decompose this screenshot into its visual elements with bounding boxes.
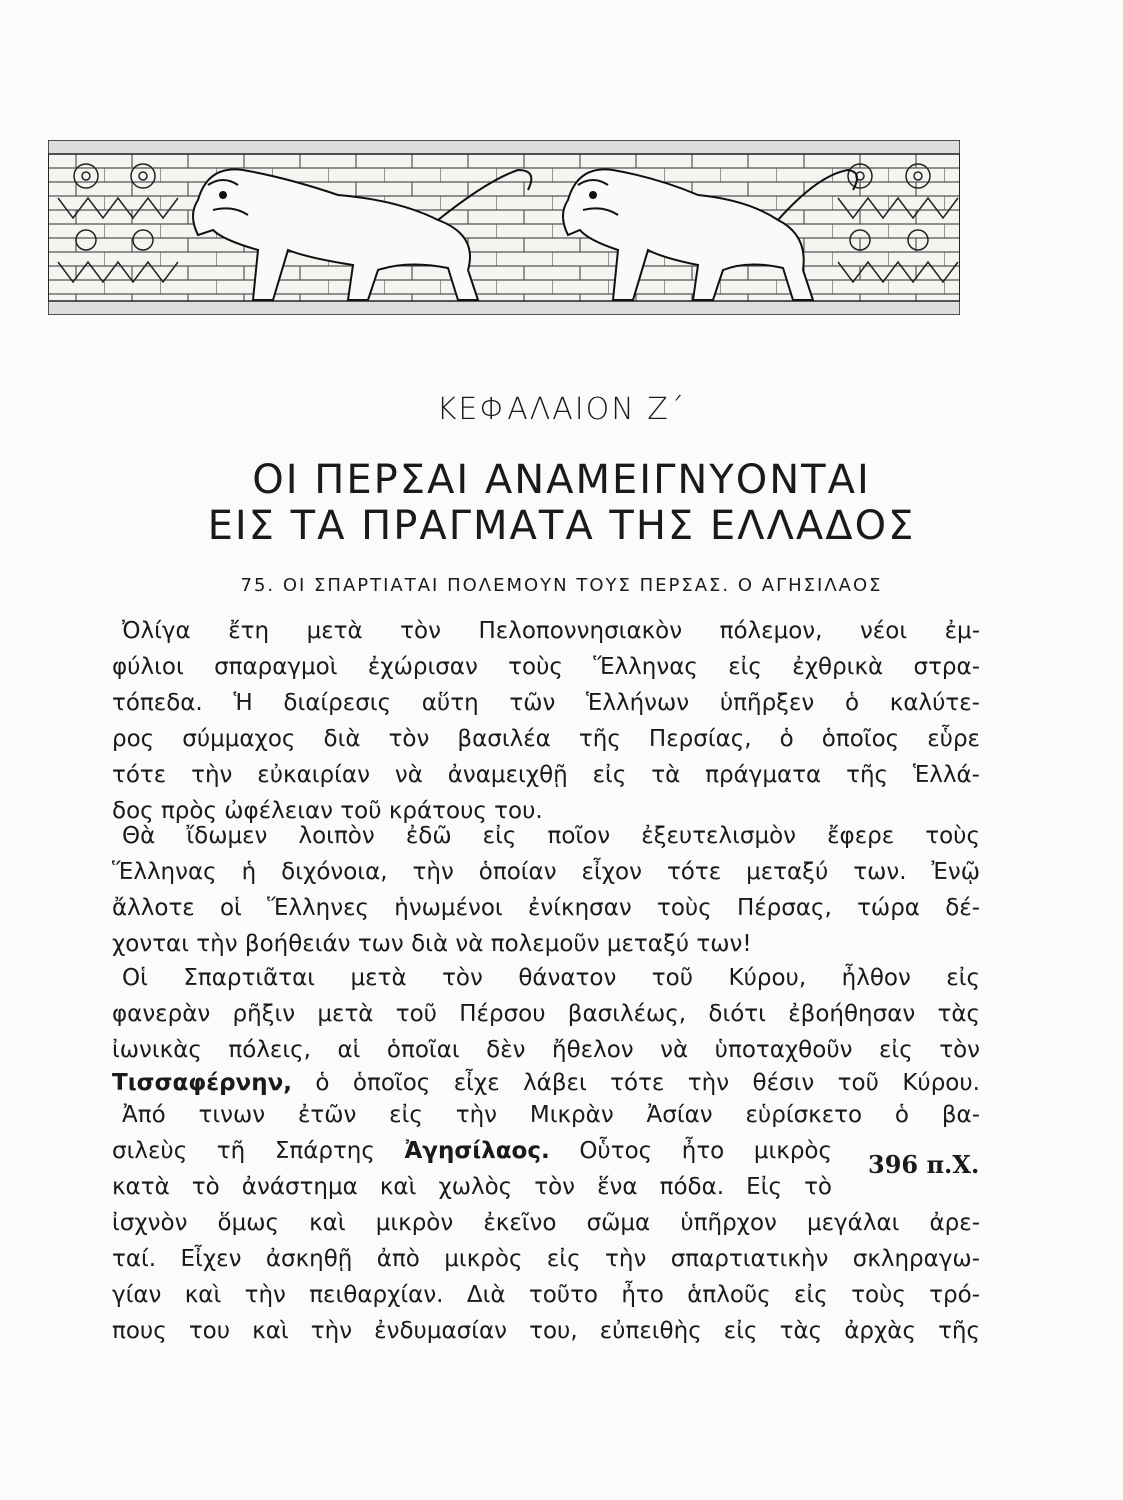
body-line: χονται τὴν βοήθειάν των διὰ νὰ πολεμοῦν μεταξύ των! [112, 931, 752, 957]
body-line: ἄλλοτε οἱ Ἕλληνες ἡνωμένοι ἐνίκησαν τοὺς Πέρσας, τώρα δέ- [112, 895, 980, 921]
body-line: κατὰ τὸ ἀνάστημα καὶ χωλὸς τὸν ἕνα πόδα. Εἰς τὸ [112, 1174, 832, 1200]
body-line: ρος σύμμαχος διὰ τὸν βασιλέα τῆς Περσίας, ὁ ὁποῖος εὗρε [112, 726, 980, 752]
body-line: Ἕλληνας ἡ διχόνοια, τὴν ὁποίαν εἶχον τότε μεταξύ των. Ἐνῷ [112, 859, 980, 885]
body-line: Τισσαφέρνην, ὁ ὁποῖος εἶχε λάβει τότε τὴν θέσιν τοῦ Κύρου. [112, 1070, 980, 1096]
name-tissaphernes: Τισσαφέρνην, [112, 1070, 292, 1096]
margin-date-note: 396 π.Χ. [868, 1150, 980, 1179]
body-line: Οἱ Σπαρτιᾶται μετὰ τὸν θάνατον τοῦ Κύρου, ἦλθον εἰς [122, 965, 980, 991]
body-line: τόπεδα. Ἡ διαίρεσις αὕτη τῶν Ἑλλήνων ὑπῆρξεν ὁ καλύτε- [112, 690, 980, 716]
chapter-label: ΚΕΦΑΛΑΙΟΝ Ζ΄ [436, 392, 687, 427]
body-line: γίαν καὶ τὴν πειθαρχίαν. Διὰ τοῦτο ἦτο ἁπλοῦς εἰς τοὺς τρό- [112, 1282, 980, 1308]
name-agesilaus: Ἀγησίλαος. [404, 1138, 550, 1164]
body-line: Ἀπό τινων ἐτῶν εἰς τὴν Μικρὰν Ἀσίαν εὑρίσκετο ὁ βα- [122, 1102, 980, 1128]
body-line: δος πρὸς ὠφέλειαν τοῦ κράτους του. [112, 798, 543, 824]
chapter-title-line-1: ΟΙ ΠΕΡΣΑΙ ΑΝΑΜΕΙΓΝΥΟΝΤΑΙ [252, 457, 871, 503]
persian-lion-frieze-illustration [48, 140, 960, 315]
section-heading: 75. ΟΙ ΣΠΑΡΤΙΑΤΑΙ ΠΟΛΕΜΟΥΝ ΤΟΥΣ ΠΕΡΣΑΣ. Ο ΑΓΗΣΙΛΑΟΣ [240, 575, 883, 596]
body-line: φύλιοι σπαραγμοὶ ἐχώρισαν τοὺς Ἕλληνας εἰς ἐχθρικὰ στρα- [112, 654, 980, 680]
body-line: Θὰ ἴδωμεν λοιπὸν ἐδῶ εἰς ποῖον ἐξευτελισμὸν ἔφερε τοὺς [122, 823, 980, 849]
body-line: πους του καὶ τὴν ἐνδυμασίαν του, εὐπειθὴς εἰς τὰς ἀρχὰς τῆς [112, 1318, 980, 1344]
body-line: Ὀλίγα ἔτη μετὰ τὸν Πελοποννησιακὸν πόλεμον, νέοι ἐμ- [122, 618, 980, 644]
body-line: φανερὰν ρῆξιν μετὰ τοῦ Πέρσου βασιλέως, διότι ἐβοήθησαν τὰς [112, 1001, 980, 1027]
body-line: σιλεὺς τῆ Σπάρτης Ἀγησίλαος. Οὗτος ἦτο μικρὸς [112, 1138, 832, 1164]
body-line: ἰωνικὰς πόλεις, αἱ ὁποῖαι δὲν ἤθελον νὰ ὑποταχθοῦν εἰς τὸν [112, 1037, 980, 1063]
chapter-title-line-2: ΕΙΣ ΤΑ ΠΡΑΓΜΑΤΑ ΤΗΣ ΕΛΛΑΔΟΣ [207, 503, 916, 549]
body-line: ἰσχνὸν ὅμως καὶ μικρὸν ἐκεῖνο σῶμα ὑπῆρχον μεγάλαι ἀρε- [112, 1210, 980, 1236]
body-line: τότε τὴν εὐκαιρίαν νὰ ἀναμειχθῇ εἰς τὰ πράγματα τῆς Ἑλλά- [112, 762, 980, 788]
body-line: ταί. Εἶχεν ἀσκηθῇ ἀπὸ μικρὸς εἰς τὴν σπαρτιατικὴν σκληραγω- [112, 1246, 980, 1272]
